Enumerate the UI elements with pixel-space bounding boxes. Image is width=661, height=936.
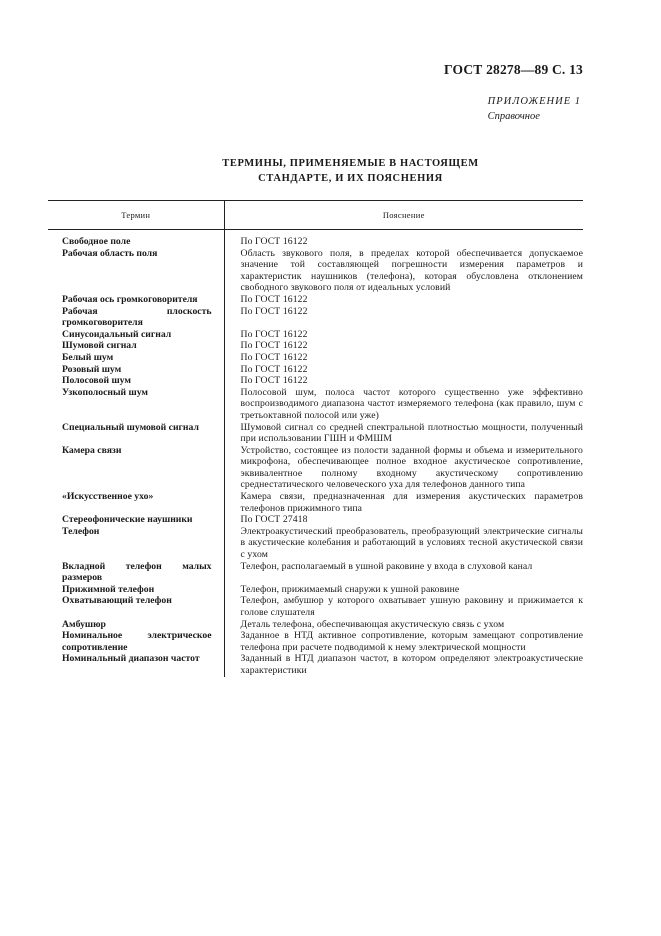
term-cell: Охватывающий телефон bbox=[48, 595, 224, 618]
explanation-cell: По ГОСТ 16122 bbox=[240, 293, 308, 305]
table-row bbox=[48, 561, 583, 584]
table-header-row bbox=[48, 201, 583, 230]
explanation-cell: По ГОСТ 16122 bbox=[240, 305, 308, 317]
table-row bbox=[48, 387, 583, 422]
appendix-block bbox=[488, 94, 581, 124]
explanation-cell: По ГОСТ 16122 bbox=[240, 363, 308, 375]
term-cell: Свободное поле bbox=[48, 230, 224, 248]
page-header-doc-ref: ГОСТ 28278—89 С. 13 bbox=[444, 62, 583, 77]
explanation-cell: Полосовой шум, полоса частот которого существенно уже эффективно воспроизводимого диапазона частот измеряемого телефона (как правило, шум с третьоктавной полосой или уже) bbox=[240, 386, 583, 421]
table-row bbox=[48, 248, 583, 294]
term-cell: Камера связи bbox=[48, 445, 224, 491]
term-cell: Розовый шум bbox=[48, 364, 224, 376]
term-cell: Рабочая плоскость громкоговорителя bbox=[48, 306, 224, 329]
table-row bbox=[48, 584, 583, 596]
term-cell: Специальный шумовой сигнал bbox=[48, 422, 224, 445]
table-row bbox=[48, 526, 583, 561]
table-row bbox=[48, 375, 583, 387]
table-row bbox=[48, 294, 583, 306]
explanation-cell: Область звукового поля, в пределах которой обеспечивается допускаемое значение той составляющей погрешности измерения параметров и характеристик наушников (телефона), которая обусловлена отклонением свободного звукового поля от идеальных условий bbox=[240, 247, 583, 294]
explanation-cell: По ГОСТ 16122 bbox=[240, 375, 308, 387]
table-row bbox=[48, 630, 583, 653]
table-row bbox=[48, 514, 583, 526]
explanation-cell: По ГОСТ 16122 bbox=[240, 328, 308, 340]
explanation-cell: Телефон, амбушюр у которого охватывает ушную раковину и прижимается к голове слушателя bbox=[240, 595, 583, 618]
column-header-explanation: Пояснение bbox=[224, 201, 583, 230]
term-cell: Телефон bbox=[48, 526, 224, 561]
term-cell: Вкладной телефон малых размеров bbox=[48, 561, 224, 584]
term-cell: Стереофонические наушники bbox=[48, 514, 224, 526]
section-title-line-2: СТАНДАРТЕ, И ИХ ПОЯСНЕНИЯ bbox=[258, 173, 443, 184]
table-row bbox=[48, 329, 583, 341]
table-row bbox=[48, 422, 583, 445]
table-row bbox=[48, 306, 583, 329]
term-cell: Полосовой шум bbox=[48, 375, 224, 387]
explanation-cell: По ГОСТ 16122 bbox=[240, 351, 308, 363]
term-cell: Рабочая область поля bbox=[48, 248, 224, 294]
column-header-term: Термин bbox=[48, 201, 224, 230]
term-cell: Номинальное электрическое сопротивление bbox=[48, 630, 224, 653]
explanation-cell: По ГОСТ 27418 bbox=[240, 514, 308, 526]
term-cell: Синусоидальный сигнал bbox=[48, 329, 224, 341]
appendix-label: ПРИЛОЖЕНИЕ 1 bbox=[487, 96, 581, 107]
explanation-cell: Заданный в НТД диапазон частот, в котором определяют электроакустические характеристики bbox=[240, 653, 583, 676]
term-cell: Рабочая ось громкоговорителя bbox=[48, 294, 224, 306]
table-row bbox=[48, 340, 583, 352]
term-cell: «Искусственное ухо» bbox=[48, 491, 224, 514]
table-row bbox=[48, 491, 583, 514]
table-row bbox=[48, 352, 583, 364]
table-row bbox=[48, 653, 583, 676]
explanation-cell: Заданное в НТД активное сопротивление, которым замещают сопротивление телефона при расчете подводимой к нему электрической мощности bbox=[240, 630, 583, 653]
section-title bbox=[0, 156, 661, 186]
explanation-cell: Устройство, состоящее из полости заданной формы и объема и измерительного микрофона, обеспечивающее полное входное акустическое сопротивление, эквивалентное полному входному акустическому сопротивлению среднестатического человеческого уха для телефонов данного типа bbox=[240, 444, 583, 491]
explanation-cell: Камера связи, предназначенная для измерения акустических параметров телефонов прижимного типа bbox=[240, 491, 583, 514]
term-cell: Шумовой сигнал bbox=[48, 340, 224, 352]
explanation-cell: Шумовой сигнал со средней спектральной плотностью мощности, полученный при использовании ГШН и ФМШМ bbox=[240, 421, 583, 445]
table-row bbox=[48, 619, 583, 631]
table-row bbox=[48, 445, 583, 491]
term-cell: Амбушюр bbox=[48, 619, 224, 631]
term-cell: Узкополосный шум bbox=[48, 387, 224, 422]
table-row bbox=[48, 595, 583, 618]
term-cell: Белый шум bbox=[48, 352, 224, 364]
explanation-cell: По ГОСТ 16122 bbox=[240, 236, 308, 247]
explanation-cell: По ГОСТ 16122 bbox=[240, 340, 308, 352]
table-row bbox=[48, 230, 583, 248]
term-cell: Прижимной телефон bbox=[48, 584, 224, 596]
terms-table bbox=[48, 200, 583, 677]
term-cell: Номинальный диапазон частот bbox=[48, 653, 224, 676]
table-row bbox=[48, 364, 583, 376]
section-title-line-1: ТЕРМИНЫ, ПРИМЕНЯЕМЫЕ В НАСТОЯЩЕМ bbox=[222, 158, 479, 169]
appendix-type: Справочное bbox=[487, 111, 540, 122]
terms-table-body bbox=[48, 230, 583, 677]
explanation-cell: Электроакустический преобразователь, преобразующий электрические сигналы в акустические колебания и работающий в условиях тесной акустической связи с ухом bbox=[240, 525, 583, 561]
explanation-cell: Телефон, прижимаемый снаружи к ушной раковине bbox=[240, 583, 460, 595]
explanation-cell: Деталь телефона, обеспечивающая акустическую связь с ухом bbox=[240, 618, 505, 630]
explanation-cell: Телефон, располагаемый в ушной раковине у входа в слуховой канал bbox=[240, 560, 533, 572]
